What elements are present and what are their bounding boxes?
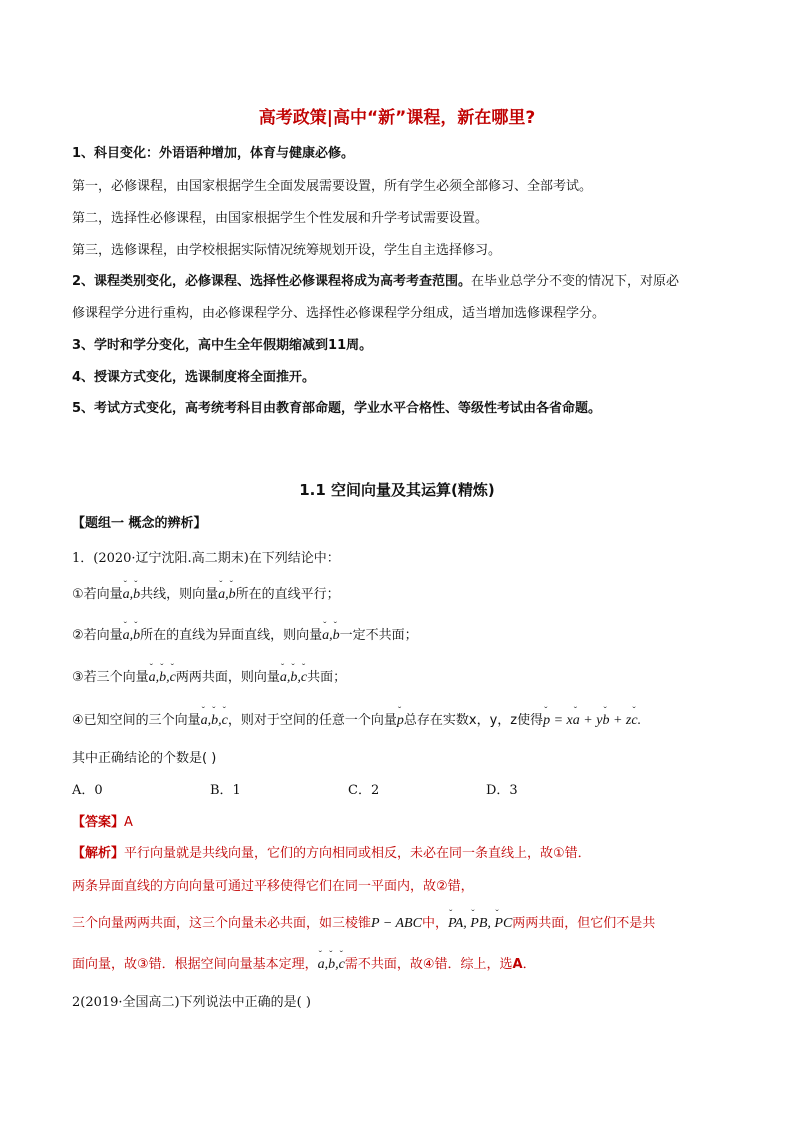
vec-a-b-c-4: ˇ a,ˇ b,ˇ c bbox=[318, 957, 345, 972]
pyramid-notation: P − ABC bbox=[371, 916, 422, 931]
q1-analysis-4 bbox=[72, 955, 722, 975]
section-title: 1.1 空间向量及其运算(精炼) bbox=[299, 481, 495, 499]
q1-s3-text-b: 两两共面，则向量 bbox=[175, 670, 280, 685]
choice-d: D．3 bbox=[486, 783, 518, 798]
choice-a: A．0 bbox=[72, 783, 103, 798]
choice-c: C．2 bbox=[348, 783, 380, 798]
vec-a-b-2: ˇ a,ˇ b bbox=[218, 587, 236, 602]
analysis-4-text-b: 需不共面，故④错．综上，选 bbox=[344, 957, 513, 972]
q1-answer bbox=[72, 813, 722, 833]
analysis-label: 【解析】 bbox=[72, 846, 125, 861]
vec-a-b-3: ˇ a,ˇ b bbox=[123, 628, 141, 643]
q1-s2-text-b: 所在的直线为异面直线，则向量 bbox=[140, 628, 323, 643]
q1-s2-text-c: 一定不共面； bbox=[339, 628, 418, 643]
vec-a-b-4: ˇ a,ˇ b bbox=[322, 628, 340, 643]
analysis-text-1: 平行向量就是共线向量，它们的方向相同或相反，未必在同一条直线上，故①错． bbox=[124, 846, 591, 861]
q1-analysis-2: 两条异面直线的方向向量可通过平移使得它们在同一平面内，故②错， bbox=[72, 879, 474, 894]
q1-statement-1 bbox=[72, 585, 722, 605]
vec-a-b-c-3: ˇ a,ˇ b,ˇ c bbox=[201, 713, 228, 728]
answer-label: 【答案】 bbox=[72, 815, 125, 830]
q1-choices bbox=[72, 781, 722, 801]
policy-item-2-bold: 2、课程类别变化，必修课程、选择性必修课程将成为高考考查范围。 bbox=[72, 274, 472, 289]
answer-value: A bbox=[124, 815, 133, 830]
q1-s3-text-a: ③若三个向量 bbox=[72, 670, 149, 685]
q1-s1-text-a: ①若向量 bbox=[72, 587, 123, 602]
analysis-3-text-a: 三个向量两两共面，这三个向量未必共面，如三棱锥 bbox=[72, 916, 372, 931]
vector-equation: ˇ p = xˇ a + yˇ b + zˇ c. bbox=[543, 713, 641, 728]
q1-s2-text-a: ②若向量 bbox=[72, 628, 123, 643]
vec-p: ˇ p bbox=[397, 713, 404, 728]
q1-s3-text-c: 共面； bbox=[307, 670, 347, 685]
policy-item-third: 第三，选修课程，由学校根据实际情况统筹规划开设，学生自主选择修习。 bbox=[72, 243, 502, 258]
q1-s4-text-b: ，则对于空间的任意一个向量 bbox=[227, 713, 397, 728]
policy-title: 高考政策|高中“新”课程，新在哪里? bbox=[258, 108, 536, 128]
policy-item-4: 4、授课方式变化，选课制度将全面推开。 bbox=[72, 370, 316, 385]
q2-stem: 2(2019·全国高二)下列说法中正确的是( ) bbox=[72, 995, 311, 1010]
policy-item-second: 第二，选择性必修课程，由国家根据学生个性发展和升学考试需要设置。 bbox=[72, 211, 489, 226]
vec-a-b: ˇ a,ˇ b bbox=[123, 587, 141, 602]
q1-statement-3 bbox=[72, 668, 722, 688]
q1-ask: 其中正确结论的个数是( ) bbox=[72, 751, 217, 766]
analysis-3-text-b: 中， bbox=[421, 916, 448, 931]
policy-item-2-rest: 在毕业总学分不变的情况下，对原必 bbox=[471, 274, 680, 289]
q1-s4-text-a: ④已知空间的三个向量 bbox=[72, 713, 201, 728]
policy-item-first: 第一，必修课程，由国家根据学生全面发展需要设置，所有学生必须全部修习、全部考试。 bbox=[72, 179, 593, 194]
policy-item-2 bbox=[72, 272, 722, 292]
q1-statement-2 bbox=[72, 626, 722, 646]
analysis-4-choice: A bbox=[512, 957, 523, 972]
choice-b: B．1 bbox=[210, 783, 241, 798]
vec-a-b-c: ˇ a,ˇ b,ˇ c bbox=[149, 670, 176, 685]
policy-item-2-cont: 修课程学分进行重构，由必修课程学分、选择性必修课程学分组成，适当增加选修课程学分。 bbox=[72, 306, 606, 321]
q1-s1-text-b: 共线，则向量 bbox=[140, 587, 219, 602]
q1-stem: 1．(2020·辽宁沈阳.高二期末)在下列结论中： bbox=[72, 551, 340, 566]
analysis-4-text-a: 面向量，故③错．根据空间向量基本定理， bbox=[72, 957, 318, 972]
vec-pa-pb-pc: ˇ PA, ˇ PB, ˇ PC bbox=[448, 916, 512, 931]
q1-s4-text-c: 总存在实数x，y，z使得 bbox=[403, 713, 544, 728]
q1-statement-4 bbox=[72, 711, 722, 731]
group-label: 【题组一 概念的辨析】 bbox=[72, 516, 207, 531]
policy-item-3: 3、学时和学分变化，高中生全年假期缩减到11周。 bbox=[72, 338, 373, 353]
analysis-4-end: ． bbox=[522, 957, 536, 972]
policy-item-1: 1、科目变化：外语语种增加，体育与健康必修。 bbox=[72, 146, 355, 161]
q1-s1-text-c: 所在的直线平行； bbox=[235, 587, 340, 602]
q1-analysis-3 bbox=[72, 914, 722, 934]
policy-item-5: 5、考试方式变化，高考统考科目由教育部命题，学业水平合格性、等级性考试由各省命题。 bbox=[72, 401, 602, 416]
vec-a-b-c-2: ˇ a,ˇ b,ˇ c bbox=[280, 670, 307, 685]
q1-analysis-1 bbox=[72, 844, 722, 864]
analysis-3-text-c: 两两共面，但它们不是共 bbox=[512, 916, 656, 931]
